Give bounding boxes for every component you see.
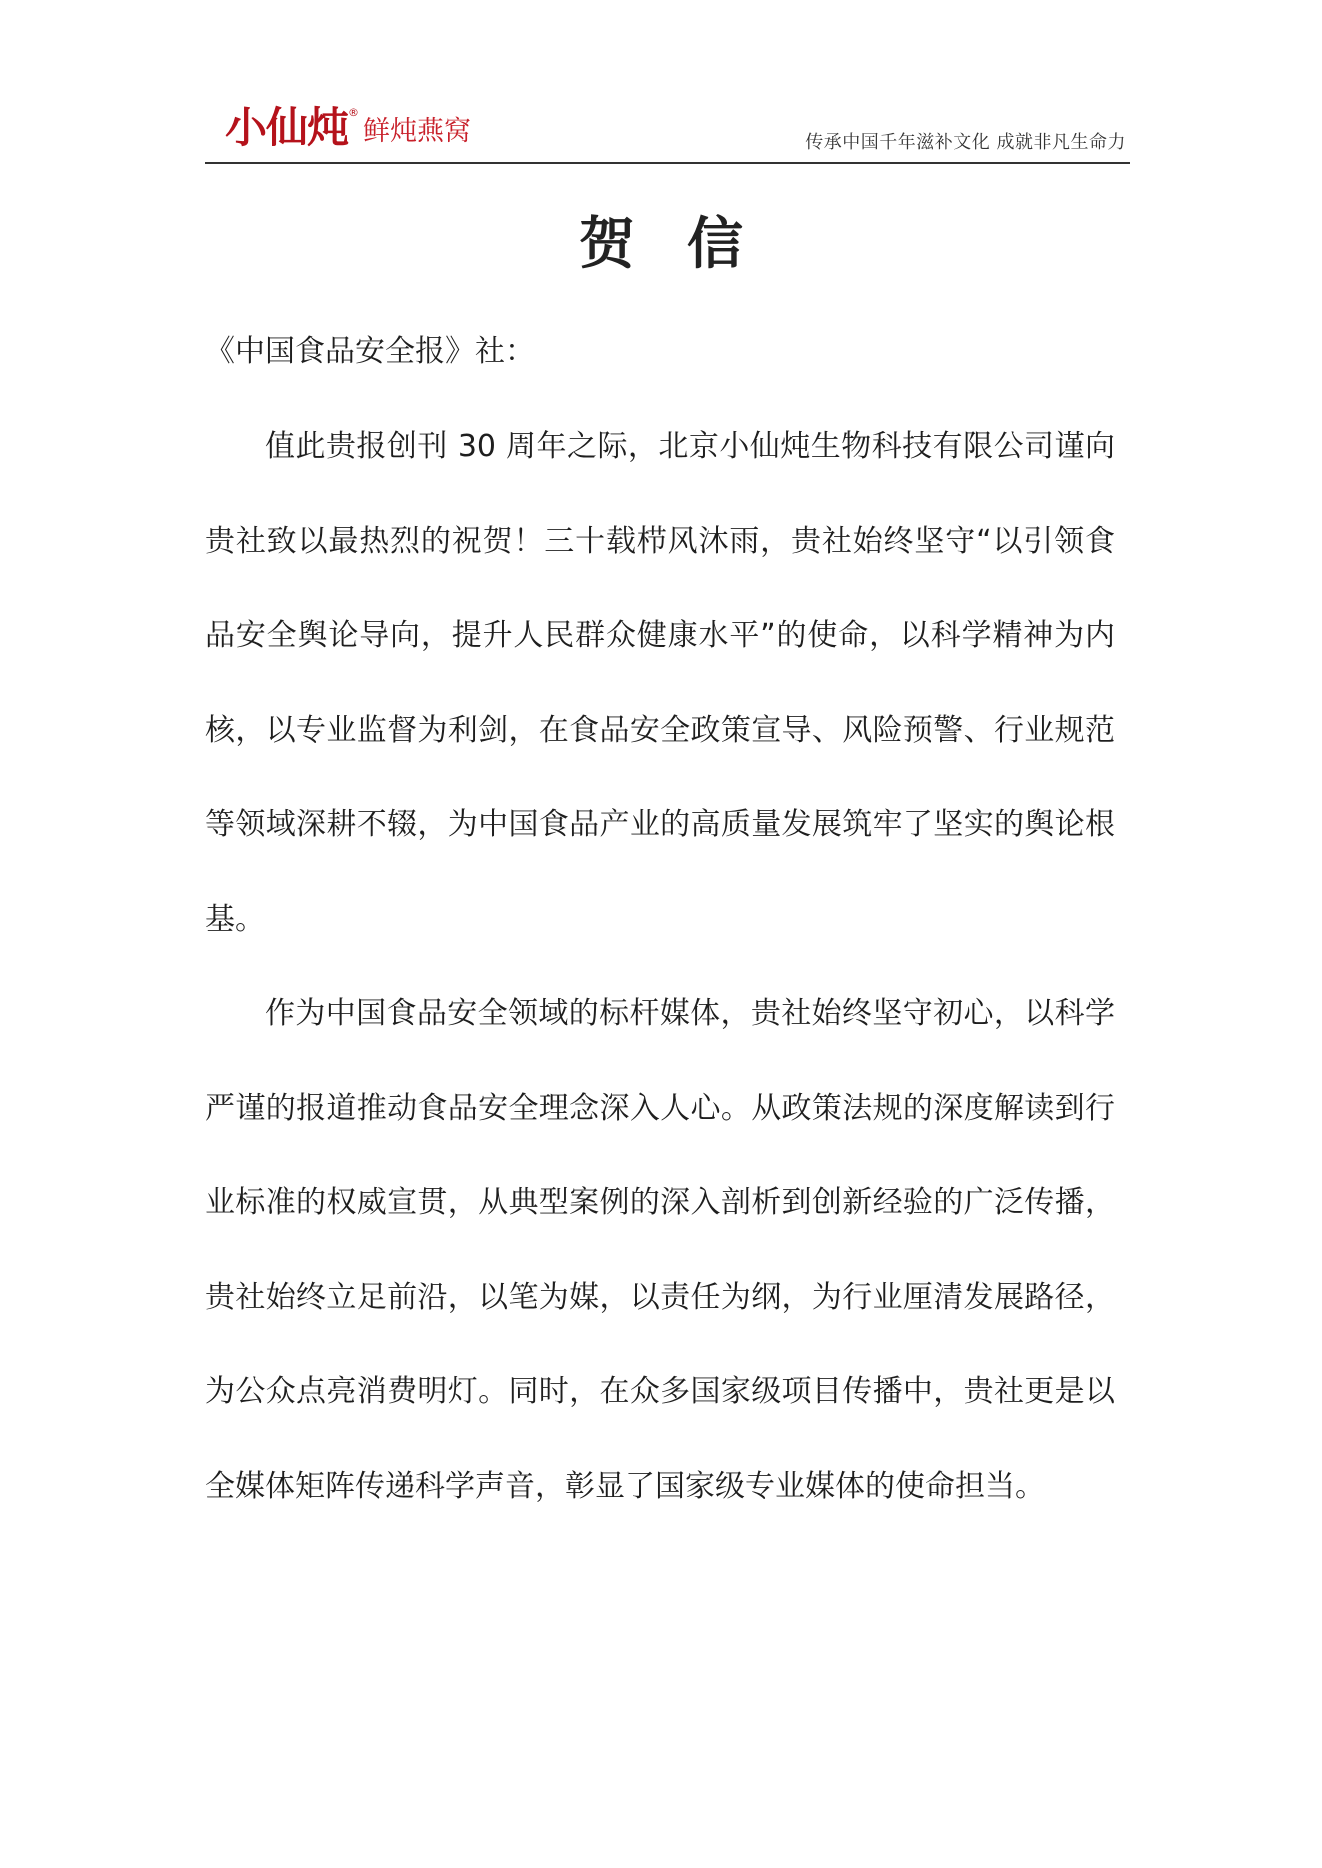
logo-product-name: 鲜炖燕窝 <box>363 116 472 147</box>
body-paragraph-1: 值此贵报创刊 30 周年之际，北京小仙炖生物科技有限公司谨向贵社致以最热烈的祝贺！三十载栉风沐雨，贵社始终坚守“以引领食品安全舆论导向，提升人民群众健康水平”的使命，以科学精神为内核，以专业监督为利剑，在食品安全政策宣导、风险预警、行业规范等领域深耕不辍，为中国食品产业的高质量发展筑牢了坚实的舆论根基。 <box>205 429 1115 937</box>
logo-brand-name: 小仙炖 <box>225 103 349 152</box>
letterhead <box>205 100 1130 162</box>
letter-title: 贺信 <box>579 212 795 277</box>
brand-logo <box>225 104 471 152</box>
header-divider <box>205 162 1130 164</box>
brand-slogan: 传承中国千年滋补文化 成就非凡生命力 <box>805 132 1126 153</box>
letter-body <box>205 320 1115 1534</box>
body-paragraph-2: 作为中国食品安全领域的标杆媒体，贵社始终坚守初心，以科学严谨的报道推动食品安全理念深入人心。从政策法规的深度解读到行业标准的权威宣贯，从典型案例的深入剖析到创新经验的广泛传播，贵社始终立足前沿，以笔为媒，以责任为纲，为行业厘清发展路径，为公众点亮消费明灯。同时，在众多国家级项目传播中，贵社更是以全媒体矩阵传递科学声音，彰显了国家级专业媒体的使命担当。 <box>205 996 1115 1504</box>
salutation: 《中国食品安全报》社： <box>205 334 535 369</box>
registered-mark: ® <box>348 106 360 119</box>
